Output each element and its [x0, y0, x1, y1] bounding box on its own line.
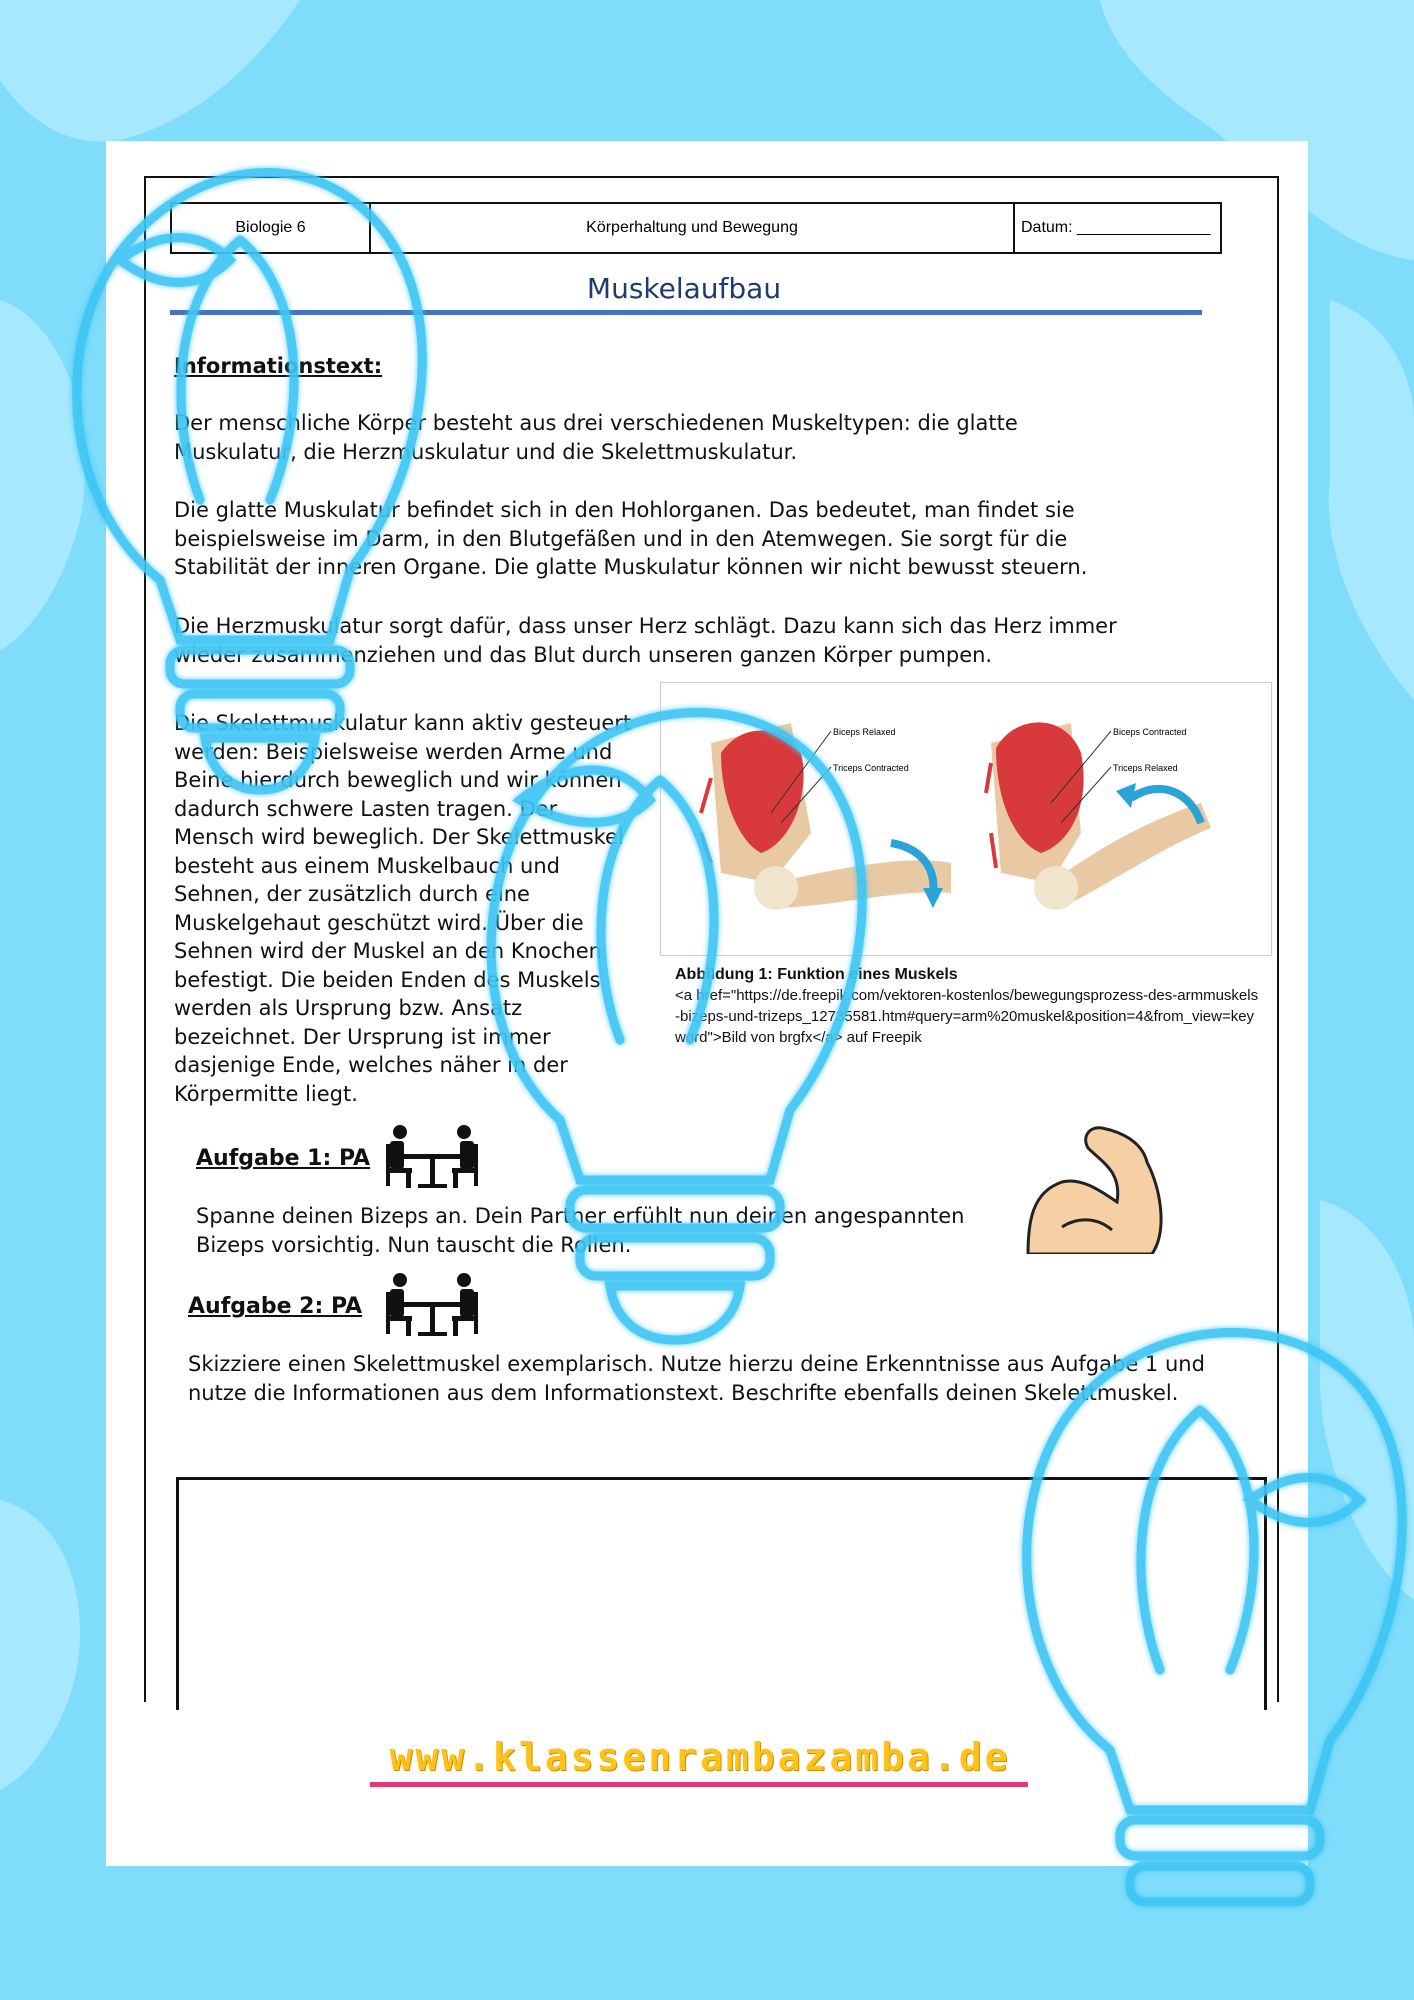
task1-text: Spanne deinen Bizeps an. Dein Partner erfühlt nun deinen angespannten Bizeps vorsichtig. Nun tauscht die Rollen. — [196, 1204, 965, 1256]
label-biceps-relaxed: Biceps Relaxed — [833, 727, 896, 737]
paragraph-smooth-muscle: Die glatte Muskulatur befindet sich in den Hohlorganen. Das bedeutet, man findet sie beispielsweise im Darm, in den Blutgefäßen und in den Atemwegen. Sie sorgt für die Stabilität der inneren Organe. Die glatte Muskulatur können wir nicht bewusst steuern. — [174, 498, 1088, 579]
label-triceps-relaxed: Triceps Relaxed — [1113, 763, 1178, 773]
header-subject: Biologie 6 — [172, 204, 371, 252]
header-topic: Körperhaltung und Bewegung — [371, 204, 1015, 252]
header-date: Datum: _______________ — [1021, 219, 1211, 236]
label-triceps-contracted: Triceps Contracted — [833, 763, 909, 773]
label-biceps-contracted: Biceps Contracted — [1113, 727, 1187, 737]
caption-title: Abbildung 1: Funktion eines Muskels — [675, 966, 958, 983]
paragraph-skeletal-muscle: Die Skelettmuskulatur kann aktiv gesteuert werden: Beispielsweise werden Arme und Beine hierdurch beweglich und wir können dadurch schwere Lasten tragen. Der Mensch wird beweglich. Der Skelettmuskel besteht aus einem Muskelbauch und Sehnen, der zusätzlich durch eine Muskelgehaut geschützt wird. Über die Sehnen wird der Muskel an den Knochen befestigt. Die beiden Enden des Muskels werden als Ursprung bzw. Ansatz bezeichnet. Der Ursprung ist immer dasjenige Ende, welches näher in der Körpermitte liegt. — [174, 711, 632, 1106]
task1-heading: Aufgabe 1: PA — [196, 1146, 371, 1171]
paragraph-muscle-types: Der menschliche Körper besteht aus drei verschiedenen Muskeltypen: die glatte Muskulatur, die Herzmuskulatur und die Skelettmuskulatur. — [174, 411, 1018, 464]
website-url[interactable]: www.klassenrambazamba.de — [389, 1735, 1011, 1779]
caption-source: <a href="https://de.freepik.com/vektoren-kostenlos/bewegungsprozess-des-armmuskels-bizeps-und-trizeps_12735581.htm#query=arm%20muskel&position=4&from_view=keyword">Bild von brgfx</a> auf Freepik — [675, 987, 1259, 1046]
task2-heading: Aufgabe 2: PA — [188, 1294, 363, 1319]
paragraph-heart-muscle: Die Herzmuskulatur sorgt dafür, dass unser Herz schlägt. Dazu kann sich das Herz immer wieder zusammenziehen und das Blut durch unseren ganzen Körper pumpen. — [174, 614, 1117, 667]
page-title: Muskelaufbau — [586, 272, 782, 305]
task2-text: Skizziere einen Skelettmuskel exemplarisch. Nutze hierzu deine Erkenntnisse aus Aufgabe 1 und nutze die Informationen aus dem Informationstext. Beschrifte ebenfalls deinen Skelettmuskel. — [188, 1352, 1205, 1405]
info-heading: Informationstext: — [174, 354, 383, 378]
url-underline — [370, 1782, 1028, 1787]
